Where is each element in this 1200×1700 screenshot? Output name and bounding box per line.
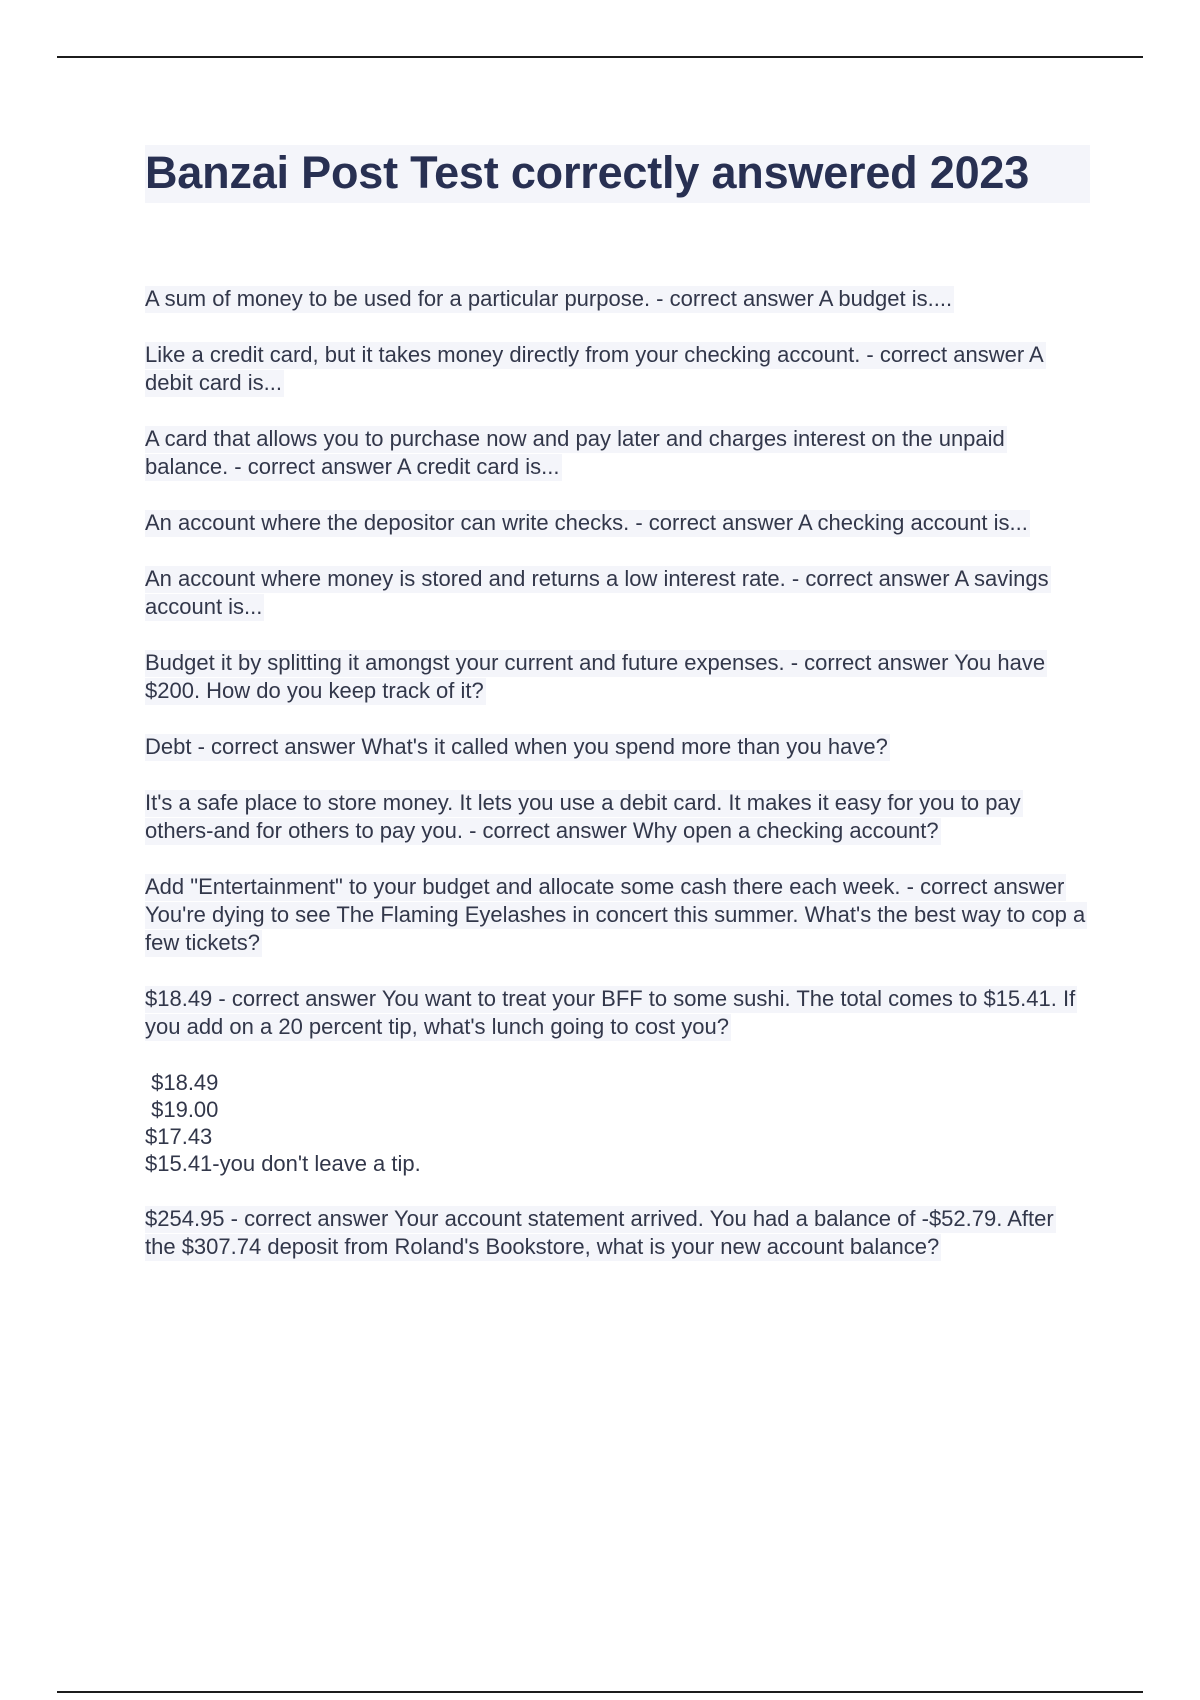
answer-option: $19.00 [145, 1097, 219, 1122]
qa-item [145, 285, 1090, 313]
qa-item [145, 649, 1090, 705]
answer-option: $18.49 [145, 1070, 219, 1095]
document-title: Banzai Post Test correctly answered 2023 [145, 147, 1030, 198]
qa-text: $254.95 - correct answer Your account statement arrived. You had a balance of -$52.79. After the $307.74 deposit from Roland's Bookstore, what is your new account balance? [145, 1206, 1054, 1259]
answer-option: $17.43 [145, 1124, 213, 1149]
qa-item [145, 341, 1090, 397]
qa-item [145, 1205, 1090, 1261]
qa-text: A card that allows you to purchase now and pay later and charges interest on the unpaid balance. - correct answer A credit card is... [145, 426, 1005, 479]
qa-item [145, 565, 1090, 621]
qa-list [145, 285, 1090, 1261]
page-top-rule [57, 56, 1143, 58]
qa-text: An account where the depositor can write checks. - correct answer A checking account is... [145, 510, 1028, 535]
qa-text: A sum of money to be used for a particular purpose. - correct answer A budget is.... [145, 286, 953, 311]
answer-options [145, 1069, 1090, 1177]
qa-item [145, 985, 1090, 1041]
qa-item [145, 873, 1090, 957]
qa-item [145, 789, 1090, 845]
qa-text: $18.49 - correct answer You want to treat your BFF to some sushi. The total comes to $15.41. If you add on a 20 percent tip, what's lunch going to cost you? [145, 986, 1076, 1039]
qa-text: Debt - correct answer What's it called when you spend more than you have? [145, 734, 888, 759]
page-bottom-rule [57, 1691, 1143, 1693]
qa-text: Like a credit card, but it takes money directly from your checking account. - correct answer A debit card is... [145, 342, 1044, 395]
qa-item [145, 509, 1090, 537]
qa-text: It's a safe place to store money. It lets you use a debit card. It makes it easy for you to pay others-and for others to pay you. - correct answer Why open a checking account? [145, 790, 1021, 843]
qa-item [145, 733, 1090, 761]
qa-item [145, 425, 1090, 481]
answer-option: $15.41-you don't leave a tip. [145, 1151, 421, 1176]
qa-text: Add "Entertainment" to your budget and allocate some cash there each week. - correct answer You're dying to see The Flaming Eyelashes in concert this summer. What's the best way to cop a few tickets? [145, 874, 1086, 955]
title-block [145, 145, 1090, 203]
qa-text: Budget it by splitting it amongst your current and future expenses. - correct answer You have $200. How do you keep track of it? [145, 650, 1046, 703]
qa-text: An account where money is stored and returns a low interest rate. - correct answer A savings account is... [145, 566, 1049, 619]
document-body [145, 145, 1090, 1289]
